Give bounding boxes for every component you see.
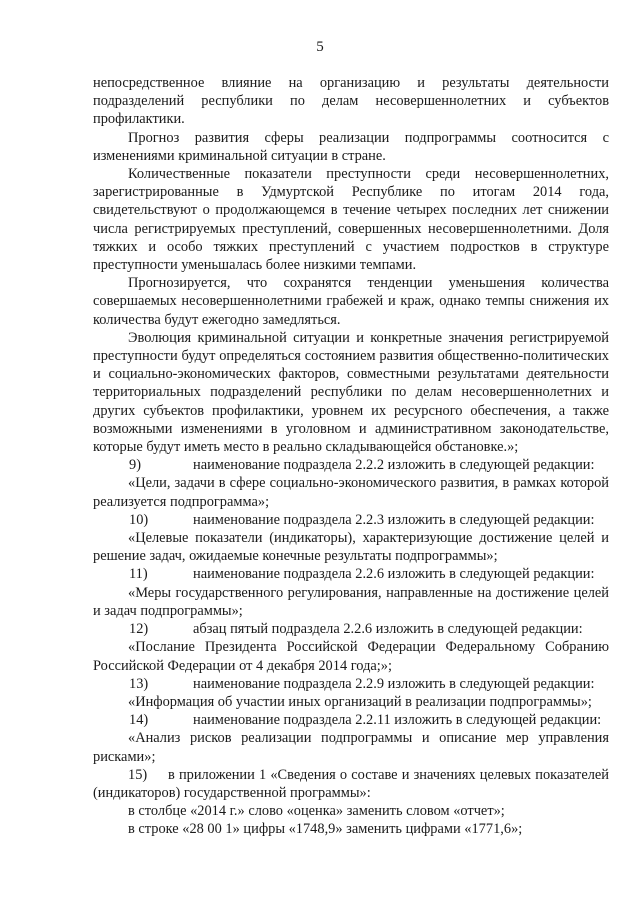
list-item bbox=[93, 511, 609, 529]
list-item-number: 15) bbox=[128, 766, 148, 783]
list-item-text: в приложении 1 «Сведения о составе и значениях целевых показателей (индикаторов) государственной программы»: bbox=[93, 766, 609, 801]
list-item-text: наименование подраздела 2.2.3 изложить в следующей редакции: bbox=[193, 511, 595, 528]
paragraph: Количественные показатели преступности среди несовершеннолетних, зарегистрированные в Удмуртской Республике по итогам 2014 года, свидетельствуют о продолжающемся в течение четырех последних лет снижении числа регистрируемых преступлений, совершенных несовершеннолетними. Доля тяжких и особо тяжких преступлений с участием подростков в структуре преступности уменьшалась более низкими темпами. bbox=[93, 166, 609, 274]
paragraph: «Информация об участии иных организаций в реализации подпрограммы»; bbox=[128, 693, 592, 710]
list-item-wrapped bbox=[93, 766, 609, 802]
list-item-text: абзац пятый подраздела 2.2.6 изложить в следующей редакции: bbox=[193, 621, 583, 638]
paragraph: «Анализ рисков реализации подпрограммы и описание мер управления рисками»; bbox=[93, 730, 609, 765]
paragraph: Прогнозируется, что сохранятся тенденции уменьшения количества совершаемых несовершеннолетними грабежей и краж, однако темпы снижения их количества будут ежегодно замедляться. bbox=[93, 275, 609, 328]
page-number: 5 bbox=[316, 39, 324, 55]
paragraph: «Цели, задачи в сфере социально-экономического развития, в рамках которой реализуется подпрограмма»; bbox=[93, 475, 609, 510]
list-item bbox=[93, 711, 609, 729]
list-item-number: 14) bbox=[129, 712, 149, 729]
list-item-number: 13) bbox=[129, 675, 149, 692]
paragraph: «Целевые показатели (индикаторы), характеризующие достижение целей и решение задач, ожидаемые конечные результаты подпрограммы»; bbox=[93, 530, 609, 565]
list-item-number: 9) bbox=[129, 457, 141, 474]
paragraph: «Меры государственного регулирования, направленные на достижение целей и задач подпрограммы»; bbox=[93, 584, 609, 619]
list-item-text: наименование подраздела 2.2.9 изложить в следующей редакции: bbox=[193, 675, 595, 692]
paragraph: Прогноз развития сферы реализации подпрограммы соотносится с изменениями криминальной ситуации в стране. bbox=[93, 129, 609, 164]
list-item-number: 11) bbox=[129, 566, 148, 583]
paragraph: непосредственное влияние на организацию и результаты деятельности подразделений республики по делам несовершеннолетних и субъектов профилактики. bbox=[93, 75, 609, 128]
paragraph: в столбце «2014 г.» слово «оценка» заменить словом «отчет»; bbox=[128, 803, 505, 820]
paragraph: «Послание Президента Российской Федерации Федеральному Собранию Российской Федерации от 4 декабря 2014 года;»; bbox=[93, 639, 609, 674]
document-body bbox=[93, 74, 609, 839]
list-item bbox=[93, 675, 609, 693]
list-item-number: 12) bbox=[129, 621, 149, 638]
list-item-text: наименование подраздела 2.2.11 изложить в следующей редакции: bbox=[193, 712, 602, 729]
list-item bbox=[93, 565, 609, 583]
list-item-text: наименование подраздела 2.2.6 изложить в следующей редакции: bbox=[193, 566, 595, 583]
list-item bbox=[93, 456, 609, 474]
list-item-text: наименование подраздела 2.2.2 изложить в следующей редакции: bbox=[193, 457, 595, 474]
list-item-number: 10) bbox=[129, 511, 149, 528]
list-item bbox=[93, 620, 609, 638]
paragraph: Эволюция криминальной ситуации и конкретные значения регистрируемой преступности будут определяться состоянием развития общественно-политических и социально-экономических факторов, совместными результатами деятельности территориальных подразделений республики по делам несовершеннолетних и других субъектов профилактики, уровнем их ресурсного обеспечения, а также возможными изменениями в уголовном и административном законодательстве, которые будут иметь место в реально складывающейся обстановке.»; bbox=[93, 329, 609, 456]
paragraph: в строке «28 00 1» цифры «1748,9» заменить цифрами «1771,6»; bbox=[128, 821, 523, 838]
